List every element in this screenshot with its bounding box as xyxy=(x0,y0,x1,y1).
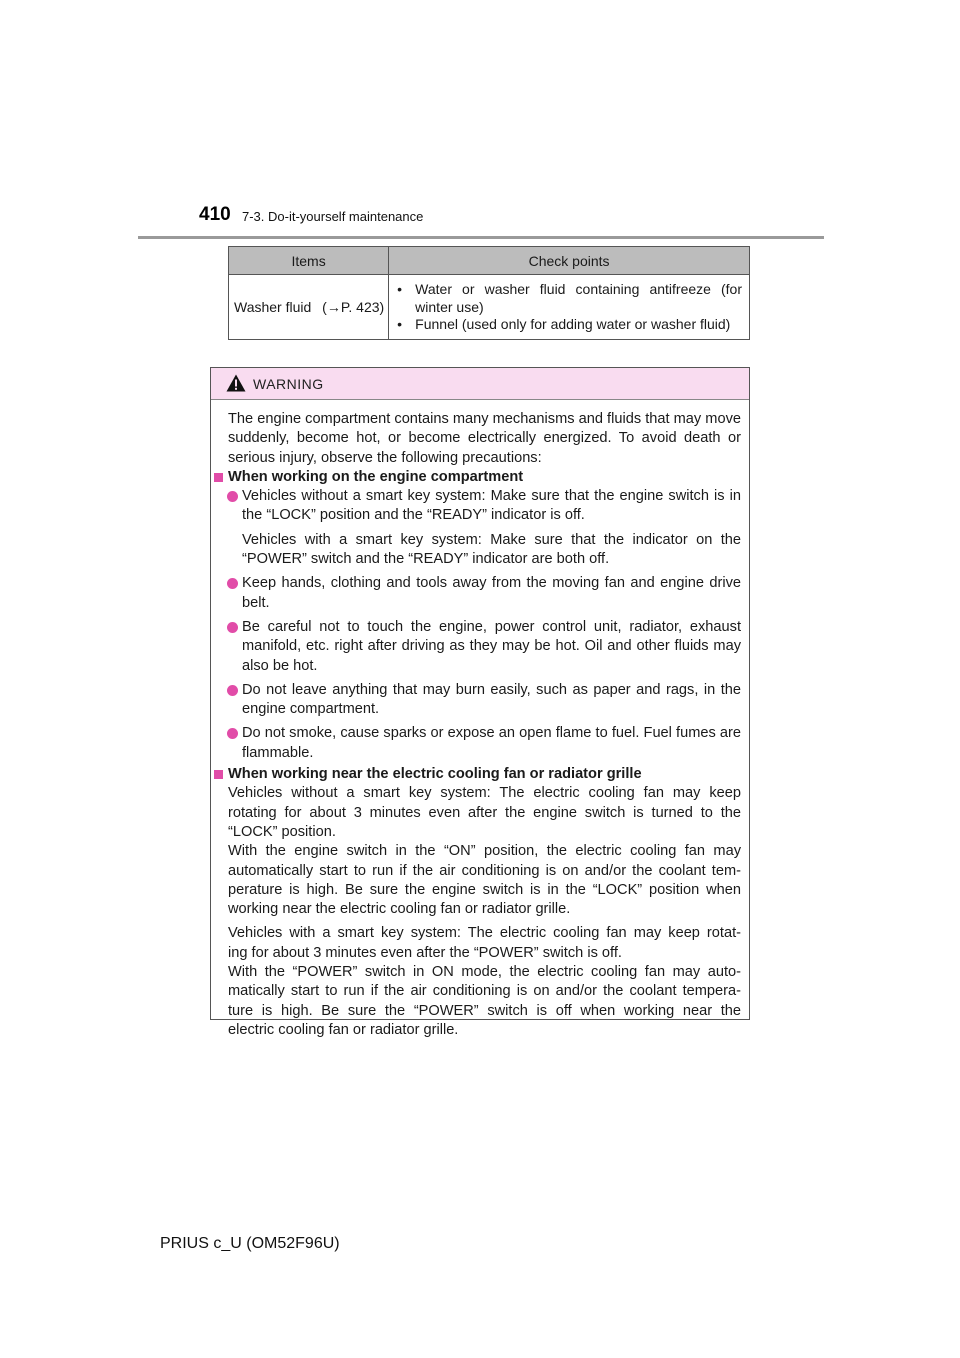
list-item: Do not leave anything that may burn easily, such as paper and rags, in the engine compartment. xyxy=(211,681,741,720)
circle-bullet-icon xyxy=(227,685,238,696)
list-item: • Funnel (used only for adding water or washer fluid) xyxy=(397,316,731,332)
square-bullet-icon xyxy=(214,770,223,779)
circle-bullet-icon xyxy=(227,728,238,739)
text-line: Vehicles without a smart key system: The electric cooling fan may keep xyxy=(228,785,741,802)
list-item: • Water or washer fluid containing antifreeze (for winter use) xyxy=(397,281,742,315)
warning-triangle-icon xyxy=(226,374,246,392)
warning-body xyxy=(211,400,749,1040)
paragraph xyxy=(228,924,741,1040)
text-line: working near the electric cooling fan or radiator grille. xyxy=(228,901,571,918)
text-line: electric cooling fan or radiator grille. xyxy=(228,1021,459,1038)
text-line: Vehicles with a smart key system: The electric cooling fan may keep rotat- xyxy=(228,925,741,942)
table-row xyxy=(229,275,750,340)
list-item: Do not smoke, cause sparks or expose an open flame to fuel. Fuel fumes are flammable. xyxy=(211,724,741,763)
document-code: PRIUS c_U (OM52F96U) xyxy=(160,1235,340,1252)
square-bullet-icon xyxy=(214,473,223,482)
column-header-check-points: Check points xyxy=(389,247,750,275)
page-header xyxy=(138,200,824,239)
table-header-row xyxy=(229,247,750,275)
text-line: perature is high. Be sure the engine switch is in the “LOCK” position when xyxy=(228,881,741,898)
warning-intro: The engine compartment contains many mechanisms and fluids that may move suddenly, become hot, or become electrically energized. To avoid death or serious injury, observe the following precautions: xyxy=(228,411,741,466)
check-points-table xyxy=(228,246,750,340)
warning-title: WARNING xyxy=(253,376,324,392)
list-item: Keep hands, clothing and tools away from the moving fan and engine drive belt. xyxy=(211,574,741,613)
check-points-cell xyxy=(389,275,750,340)
text-line: With the engine switch in the “ON” position, the electric cooling fan may xyxy=(228,843,741,860)
bullet-dot: • xyxy=(397,281,403,297)
column-header-items: Items xyxy=(229,247,389,275)
warning-box xyxy=(210,367,750,1038)
text-line: automatically start to run if the air conditioning is on and/or the coolant tem- xyxy=(228,862,741,879)
list-item: Be careful not to touch the engine, power control unit, radiator, exhaust manifold, etc. right after driving as they may be hot. Oil and other fluids may also be hot. xyxy=(211,618,741,676)
text-line: ture is high. Be sure the “POWER” switch is off when working near the xyxy=(228,1002,741,1019)
text-line: matically start to run if the air conditioning is on and/or the coolant tempera- xyxy=(228,983,741,1000)
check-points-list xyxy=(397,281,742,334)
circle-bullet-icon xyxy=(227,578,238,589)
continuation-paragraph: Vehicles with a smart key system: Make sure that the indicator on the “POWER” switch and the “READY” indicator are both off. xyxy=(242,531,741,568)
text-line: “LOCK” position. xyxy=(228,823,336,840)
paragraph xyxy=(228,784,741,919)
section-heading: When working near the electric cooling fan or radiator grille xyxy=(211,765,741,784)
list-item: Vehicles without a smart key system: Make sure that the engine switch is in the “LOCK” position and the “READY” indicator is off. xyxy=(211,487,741,526)
section-heading: When working on the engine compartment xyxy=(211,468,741,487)
circle-bullet-icon xyxy=(227,491,238,502)
item-cell: Washer fluid (→P. 423) xyxy=(229,275,389,340)
text-line: ing for about 3 minutes even after the “POWER” switch is off. xyxy=(228,944,622,961)
page-number: 410 xyxy=(199,204,231,225)
bullet-dot: • xyxy=(397,316,403,332)
text-line: rotating for about 3 minutes even after the engine switch is turned to the xyxy=(228,804,741,821)
circle-bullet-icon xyxy=(227,622,238,633)
warning-header xyxy=(211,368,749,400)
text-line: With the “POWER” switch in ON mode, the electric cooling fan may auto- xyxy=(228,964,741,981)
section-title: 7-3. Do-it-yourself maintenance xyxy=(242,209,424,224)
